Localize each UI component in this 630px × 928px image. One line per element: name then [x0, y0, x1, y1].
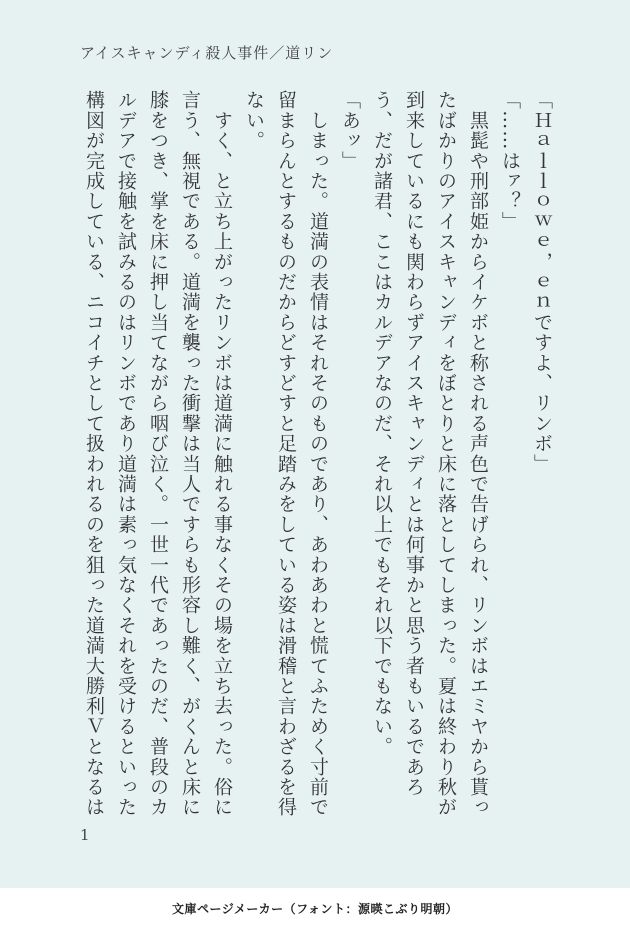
page-header-title: アイスキャンディ殺人事件／道リン — [80, 44, 334, 62]
page-number: 1 — [80, 826, 90, 844]
paragraph: 「……はァ？」 — [499, 90, 521, 232]
footer-credit-text: 文庫ページメーカー（フォント：源暎こぶり明朝） — [171, 901, 459, 916]
paragraph: しまった。道満の表情はそれそのものであり、あわあわと慌てふためく寸前で留まらんとするものだからどすどすと足踏みをしている姿は滑稽と言わざるを得ない。 — [243, 90, 329, 818]
vertical-body-text — [78, 90, 558, 818]
paragraph: 「あッ」 — [339, 90, 361, 171]
paragraph: 黒髭や刑部姫からイケボと称される声色で告げられ、リンボはエミヤから貰ったばかりのアイスキャンディをぼとりと床に落としてしまった。夏は終わり秋が到来しているにも関わらずアイスキャンディとは何事かと思う者もいるであろう、だが諸君、ここはカルデアなのだ、それ以上でもそれ以下でもない。 — [371, 90, 489, 818]
paragraph: 「Ｈａｌｌｏｗｅ，ｅｎですよ、リンボ」 — [531, 90, 553, 474]
footer-credit-bar — [0, 888, 630, 928]
paragraph: すく、と立ち上がったリンボは道満に触れる事なくその場を立ち去った。俗に言う、無視である。道満を襲った衝撃は当人ですらも形容し難く、がくんと床に膝をつき、掌を床に押し当てながら咽び泣く。一世一代であったのだ、普段のカルデアで接触を試みるのはリンボであり道満は素っ気なくそれを受けるといった構図が完成している、ニコイチとして扱われるのを狙った道満大勝利Ｖとなるは — [83, 90, 233, 818]
